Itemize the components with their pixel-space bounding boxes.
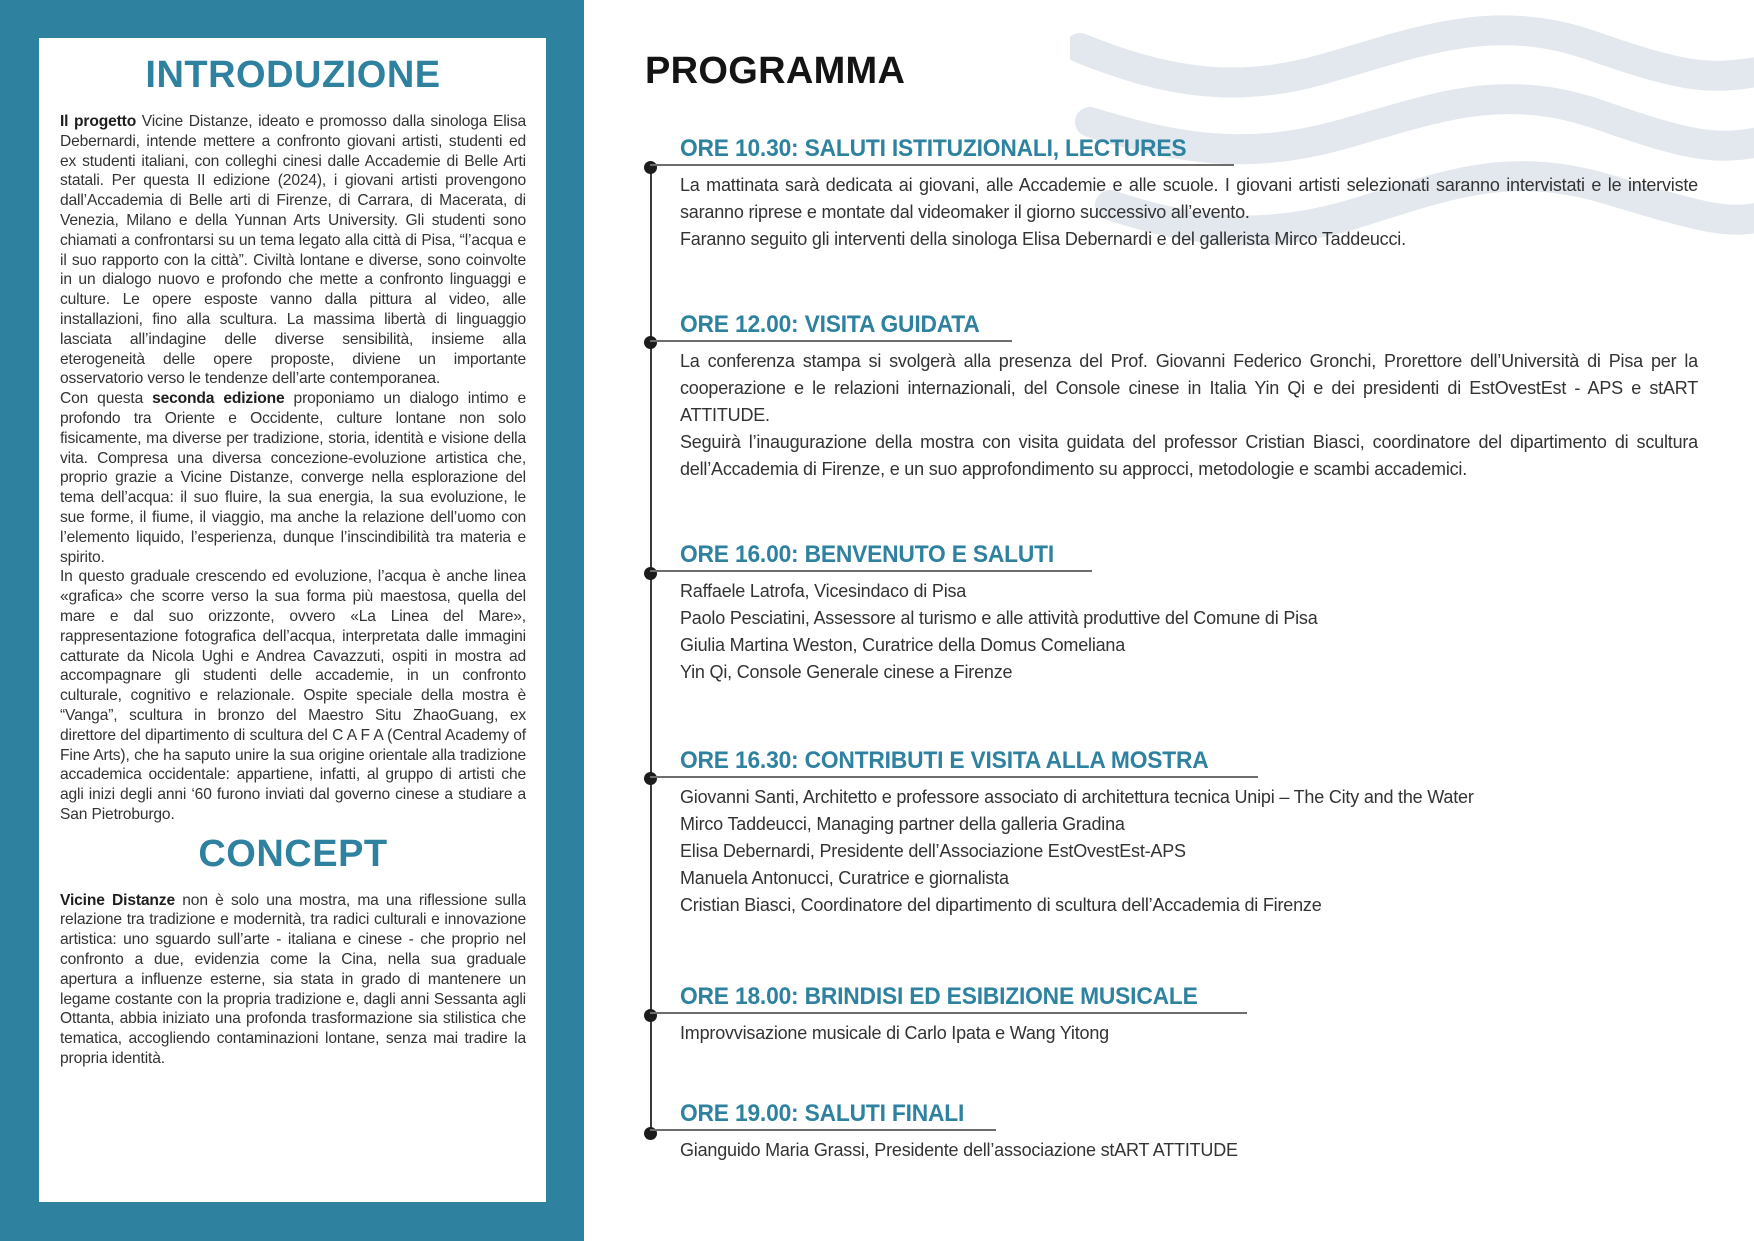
intro-paragraph-1-text: Vicine Distanze, ideato e promosso dalla sinologa Elisa Debernardi, intende mettere a confronto giovani artisti, studenti ed ex studenti italiani, con colleghi cinesi dalle Accademie di Belle Arti statali. Per questa II edizione (2024), i giovani artisti provengono dall’Accademia di Belle arti di Firenze, di Carrara, di Macerata, di Venezia, Milano e della Yunnan Arts University. Gli studenti sono chiamati a confrontarsi su un tema legato alla città di Pisa, “l’acqua e il suo rapporto con la città”. Civiltà lontane e diverse, sono coinvolte in un dialogo nuovo e profondo che mette a confronto linguaggi e culture. Le opere esposte vanno dalla pittura al video, alle installazioni, fino alla scultura. La massima libertà di linguaggio lasciata all’indagine delle diverse sensibilità, insieme alla eterogeneità delle opere proposte, diviene un importante osservatorio verso le tendenze dell’arte contemporanea. [60, 113, 526, 388]
event-line: La conferenza stampa si svolgerà alla presenza del Prof. Giovanni Federico Gronchi, Prorettore dell’Università di Pisa per la cooperazione e le relazioni internazionali, del Console cinese in Italia Yin Qi e dei presidenti di EstOvestEst - APS e stART ATTITUDE. [680, 351, 1698, 425]
event-line: Cristian Biasci, Coordinatore del dipartimento di scultura dell’Accademia di Firenze [680, 895, 1322, 915]
event-heading-text: ORE 12.00: VISITA GUIDATA [680, 311, 980, 338]
event-1600 [641, 540, 1318, 686]
event-line: La mattinata sarà dedicata ai giovani, alle Accademie e alle scuole. I giovani artisti selezionati saranno intervistati e le interviste saranno riprese e montate dal videomaker il giorno successivo all’evento. [680, 175, 1698, 222]
event-line: Manuela Antonucci, Curatrice e giornalista [680, 868, 1009, 888]
event-line: Giulia Martina Weston, Curatrice della Domus Comeliana [680, 635, 1126, 655]
event-body [680, 784, 1474, 919]
intro-paragraph-3-text: In questo graduale crescendo ed evoluzione, l’acqua è anche linea «grafica» che scorre verso la sua forma più maestosa, quella del mare e dal suo orizzonte, ovvero «La Linea del Mare», rappresentazione fotografica dell’acqua, interpretata dalle immagini catturate da Nicola Ughi e Andrea Cavazzuti, ospiti in mostra ad accompagnare gli studenti delle accademie, in un confronto culturale, cognitivo e relazionale. Ospite speciale della mostra è “Vanga”, scultura in bronzo del Maestro Situ ZhaoGuang, ex direttore del dipartimento di scultura del C A F A (Central Academy of Fine Arts), che ha saputo unire la sua origine orientale alla tradizione accademica occidentale: appartiene, infatti, al gruppo di artisti che agli inizi degli anni ‘60 furono inviati dal governo cinese a studiare a San Pietroburgo. [60, 568, 526, 823]
event-heading-text: ORE 10.30: SALUTI ISTITUZIONALI, LECTURES [680, 135, 1187, 162]
event-heading-text: ORE 18.00: BRINDISI ED ESIBIZIONE MUSICALE [680, 983, 1198, 1010]
concept-lead-bold: Vicine Distanze [60, 891, 175, 909]
event-line: Yin Qi, Console Generale cinese a Firenze [680, 662, 1013, 682]
event-heading [650, 540, 1092, 572]
intro-paragraph-2 [60, 389, 526, 567]
event-heading [650, 746, 1258, 778]
intro-lead-bold: Il progetto [60, 113, 137, 130]
event-heading-text: ORE 16.30: CONTRIBUTI E VISITA ALLA MOSTRA [680, 747, 1209, 774]
intro-paragraph-2-bold: seconda edizione [152, 390, 285, 408]
left-text-box [39, 38, 546, 1202]
intro-paragraph-2-pre: Con questa [60, 390, 153, 408]
event-body [680, 172, 1698, 253]
event-heading [650, 1099, 996, 1131]
intro-paragraph-2-text: proponiamo un dialogo intimo e profondo tra Oriente e Occidente, culture lontane non solo fisicamente, ma diverse per tradizione, storia, identità e visione della vita. Compresa una diversa concezione-evoluzione artistica che, proprio grazie a Vicine Distanze, converge nella esplorazione del tema dell’acqua: il suo fluire, la sua energia, la sua evoluzione, le sue forme, il fiume, il viaggio, ma anche la relazione dell’uomo con l’elemento liquido, l’esperienza, dunque l’inscindibilità tra materia e spirito. [60, 390, 526, 566]
event-line: Improvvisazione musicale di Carlo Ipata e Wang Yitong [680, 1023, 1109, 1043]
event-1800 [641, 982, 1247, 1047]
event-line: Giovanni Santi, Architetto e professore associato di architettura tecnica Unipi – The City and the Water [680, 787, 1474, 807]
event-1200 [641, 310, 1698, 483]
event-1030 [641, 134, 1698, 253]
programma-title: PROGRAMMA [645, 50, 906, 92]
introduzione-title: INTRODUZIONE [145, 54, 441, 96]
concept-paragraph [60, 891, 526, 1069]
event-heading-text: ORE 16.00: BENVENUTO E SALUTI [680, 541, 1055, 568]
event-body [680, 1137, 1238, 1164]
concept-title: CONCEPT [198, 832, 388, 875]
event-heading-text: ORE 19.00: SALUTI FINALI [680, 1100, 965, 1127]
event-line: Paolo Pesciatini, Assessore al turismo e alle attività produttive del Comune di Pisa [680, 608, 1318, 628]
event-line: Faranno seguito gli interventi della sinologa Elisa Debernardi e del gallerista Mirco Taddeucci. [680, 229, 1406, 249]
event-heading [650, 982, 1247, 1014]
event-body [680, 578, 1318, 686]
event-line: Seguirà l’inaugurazione della mostra con visita guidata del professor Cristian Biasci, coordinatore del dipartimento di scultura dell’Accademia di Firenze, e un suo approfondimento su approcci, metodologie e scambi accademici. [680, 432, 1698, 479]
event-line: Gianguido Maria Grassi, Presidente dell’associazione stART ATTITUDE [680, 1140, 1238, 1160]
event-1900 [641, 1099, 1238, 1164]
event-line: Raffaele Latrofa, Vicesindaco di Pisa [680, 581, 967, 601]
event-line: Mirco Taddeucci, Managing partner della galleria Gradina [680, 814, 1125, 834]
event-body [680, 1020, 1247, 1047]
event-body [680, 348, 1698, 483]
concept-paragraph-text: non è solo una mostra, ma una riflessione sulla relazione tra tradizione e modernità, tra radici culturali e innovazione artistica: uno sguardo sull’arte - italiana e cinese - che proprio nel confronto a due, evidenzia come la Cina, nella sua graduale apertura a influenze esterne, sia stata in grado di mantenere un legame costante con la propria tradizione e, dagli anni Sessanta agli Ottanta, abbia iniziato una profonda trasformazione sia stilistica che tematica, accogliendo contaminazioni lontane, senza mai tradire la propria identità. [60, 891, 526, 1068]
intro-paragraph-1 [60, 112, 526, 389]
event-heading [650, 134, 1234, 166]
left-blue-panel [0, 0, 584, 1241]
event-1630 [641, 746, 1474, 919]
intro-paragraph-3 [60, 567, 526, 824]
event-heading [650, 310, 1012, 342]
event-line: Elisa Debernardi, Presidente dell’Associazione EstOvestEst-APS [680, 841, 1186, 861]
